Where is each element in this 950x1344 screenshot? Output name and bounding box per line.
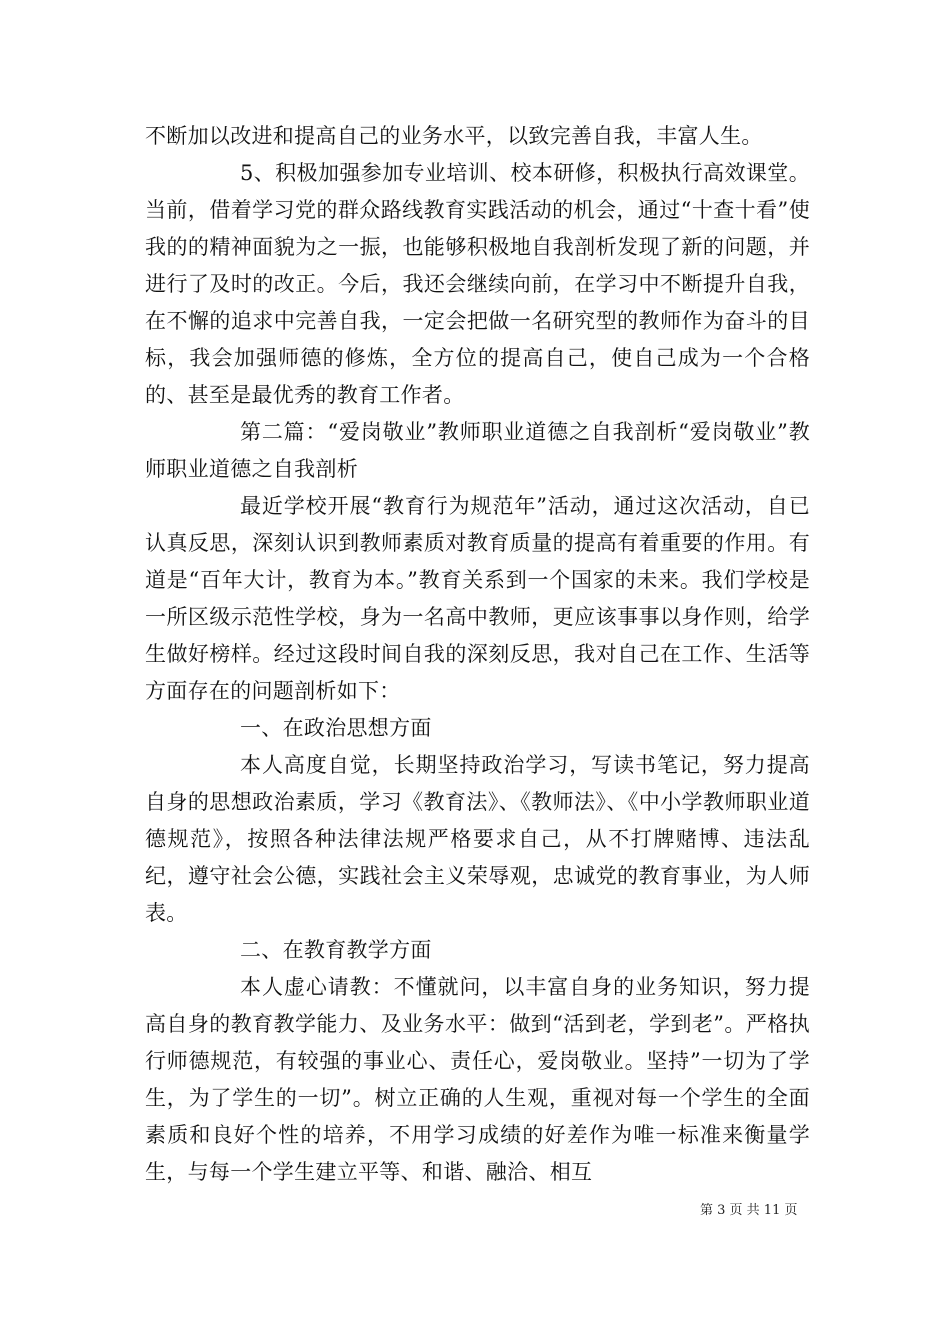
paragraph-item-5: 5、积极加强参加专业培训、校本研修，积极执行高效课堂。当前，借着学习党的群众路线教育实践活动的机会，通过“十查十看”使我的的精神面貌为之一振，也能够积极地自我剖析发现了新的问题，并进行了及时的改正。今后，我还会继续向前，在学习中不断提升自我，在不懈的追求中完善自我，一定会把做一名研究型的教师作为奋斗的目标，我会加强师德的修炼，全方位的提高自己，使自己成为一个合格的、甚至是最优秀的教育工作者。 [145,161,810,407]
section-heading-political: 一、在政治思想方面 [240,716,432,740]
page-number: 第 3 页 共 11 页 [700,1203,798,1218]
section-heading-teaching: 二、在教育教学方面 [240,938,432,962]
paragraph-continuation: 不断加以改进和提高自己的业务水平，以致完善自我，丰富人生。 [145,124,763,148]
document-body [145,118,810,1191]
section-heading-second-article: 第二篇：“爱岗敬业”教师职业道德之自我剖析“爱岗敬业”教师职业道德之自我剖析 [145,420,810,481]
paragraph-intro: 最近学校开展“教育行为规范年”活动，通过这次活动，自已认真反思，深刻认识到教师素质对教育质量的提高有着重要的作用。有道是“百年大计，教育为本。”教育关系到一个国家的未来。我们学校是一所区级示范性学校，身为一名高中教师，更应该事事以身作则，给学生做好榜样。经过这段时间自我的深刻反思，我对自己在工作、生活等方面存在的问题剖析如下： [145,494,810,703]
paragraph-teaching: 本人虚心请教：不懂就问，以丰富自身的业务知识，努力提高自身的教育教学能力、及业务水平：做到“活到老，学到老”。严格执行师德规范，有较强的事业心、责任心，爱岗敬业。坚持”一切为了学生，为了学生的一切”。树立正确的人生观，重视对每一个学生的全面素质和良好个性的培养，不用学习成绩的好差作为唯一标准来衡量学生，与每一个学生建立平等、和谐、融洽、相互 [145,975,810,1184]
paragraph-political: 本人高度自觉，长期坚持政治学习，写读书笔记，努力提高自身的思想政治素质，学习《教育法》、《教师法》、《中小学教师职业道德规范》，按照各种法律法规严格要求自己，从不打牌赌博、违法乱纪，遵守社会公德，实践社会主义荣辱观，忠诚党的教育事业，为人师表。 [145,753,810,925]
